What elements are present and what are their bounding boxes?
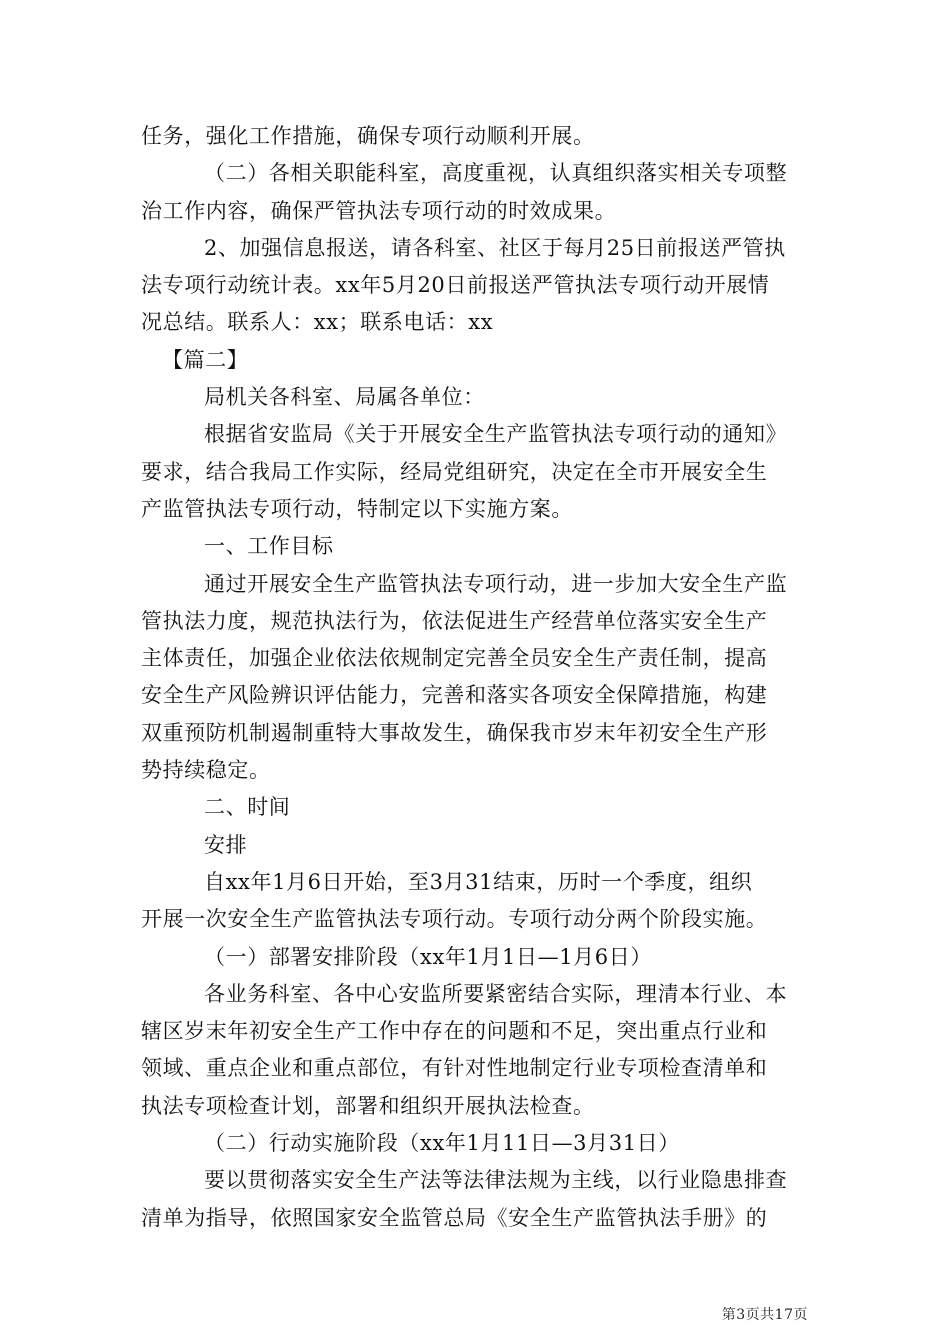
text-line: 安排 [204,832,248,857]
text-line: 开展一次安全生产监管执法专项行动。专项行动分两个阶段实施。 [141,907,768,932]
text-line: 任务，强化工作措施，确保专项行动顺利开展。 [141,124,595,148]
text-line: 清单为指导，依照国家安全监管总局《安全生产监管执法手册》的 [141,1205,768,1230]
text-line: 二、时间 [204,795,291,820]
text-line: 治工作内容，确保严管执法专项行动的时效成果。 [141,198,617,223]
text-line: 领域、重点企业和重点部位，有针对性地制定行业专项检查清单和 [141,1056,768,1081]
text-line: 各业务科室、各中心安监所要紧密结合实际，理清本行业、本 [204,981,788,1006]
text-line: （一）部署安排阶段（xx年1月1日—1月6日） [204,944,652,969]
text-line: 自xx年1月6日开始，至3月31结束，历时一个季度，组织 [204,869,753,894]
text-line: 况总结。联系人：xx；联系电话：xx [141,310,494,335]
text-line: （二）各相关职能科室，高度重视，认真组织落实相关专项整 [204,161,788,186]
text-line: 通过开展安全生产监管执法专项行动，进一步加大安全生产监 [204,571,788,596]
text-line: 2、加强信息报送，请各科室、社区于每月25日前报送严管执 [204,235,786,260]
text-line: 一、工作目标 [204,534,334,559]
text-line: 势持续稳定。 [141,758,271,783]
text-line: 局机关各科室、局属各单位： [204,385,485,410]
text-line: 产监管执法专项行动，特制定以下实施方案。 [141,496,573,521]
text-line: 要以贯彻落实安全生产法等法律法规为主线，以行业隐患排查 [204,1168,788,1193]
text-line: 法专项行动统计表。xx年5月20日前报送严管执法专项行动开展情 [141,273,770,298]
document-body [141,118,811,1237]
text-line: 要求，结合我局工作实际，经局党组研究，决定在全市开展安全生 [141,459,768,484]
text-line: 主体责任，加强企业依法依规制定完善全员安全生产责任制，提高 [141,646,768,671]
text-line: 执法专项检查计划，部署和组织开展执法检查。 [141,1093,595,1118]
text-line: 管执法力度，规范执法行为，依法促进生产经营单位落实安全生产 [141,608,768,633]
text-line: 辖区岁末年初安全生产工作中存在的问题和不足，突出重点行业和 [141,1019,768,1044]
text-line: 根据省安监局《关于开展安全生产监管执法专项行动的通知》 [204,422,788,447]
text-line: 安全生产风险辨识评估能力，完善和落实各项安全保障措施，构建 [141,683,768,708]
text-line: （二）行动实施阶段（xx年1月11日—3月31日） [204,1131,680,1156]
text-line: 【篇二】 [162,347,249,372]
page-number-footer: 第3页共17页 [721,1307,808,1323]
text-line: 双重预防机制遏制重特大事故发生，确保我市岁末年初安全生产形 [141,720,768,745]
